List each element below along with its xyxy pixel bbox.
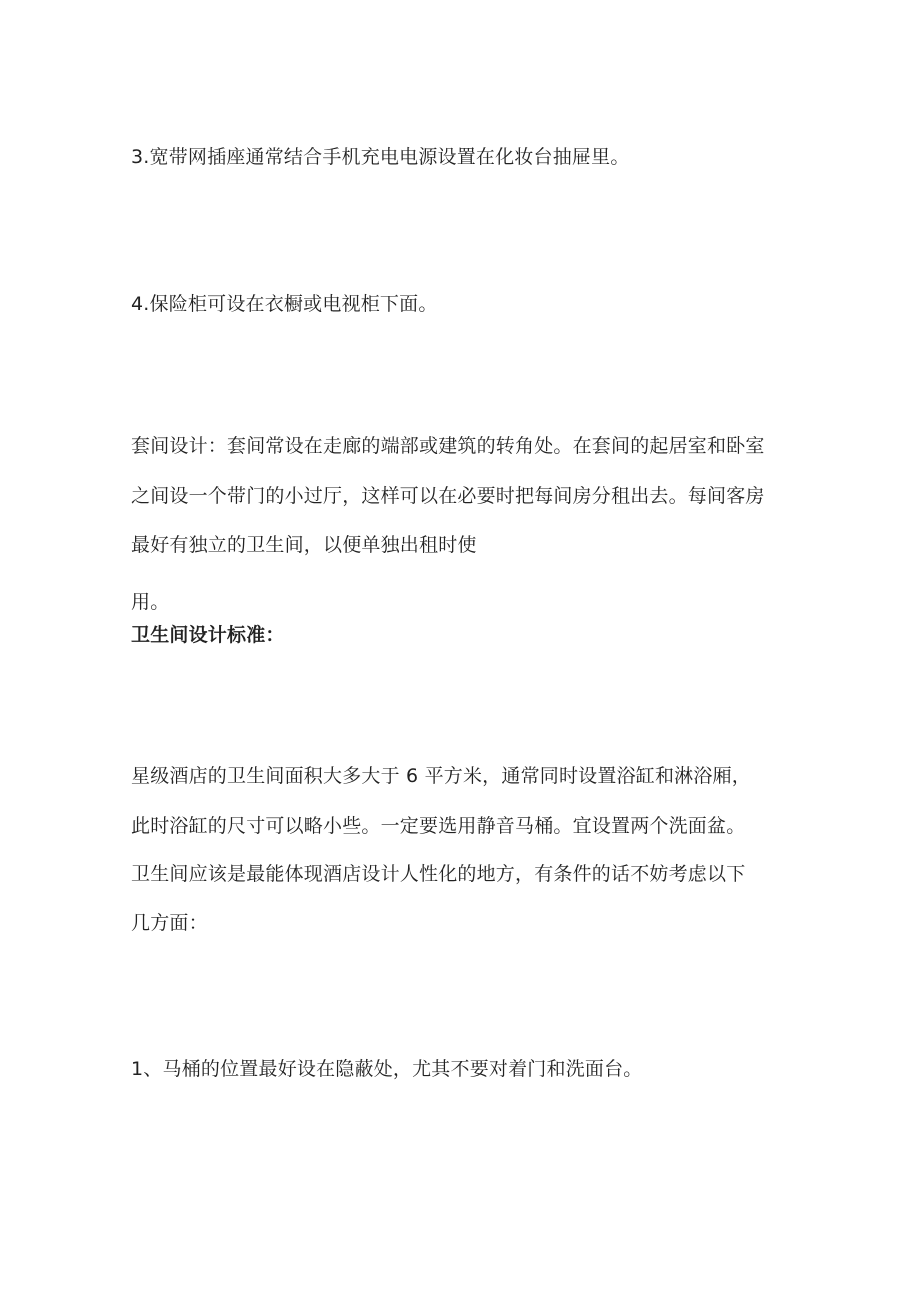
suite-design-line-2: 之间设一个带门的小过厅，这样可以在必要时把每间房分租出去。每间客房 bbox=[131, 485, 765, 507]
bathroom-heading: 卫生间设计标准： bbox=[131, 624, 285, 646]
suite-design-line-3: 最好有独立的卫生间，以便单独出租时使 bbox=[131, 534, 477, 556]
bathroom-paragraph-line-1: 星级酒店的卫生间面积大多大于 6 平方米，通常同时设置浴缸和淋浴厢， bbox=[131, 765, 751, 787]
bathroom-paragraph-line-4: 几方面： bbox=[131, 912, 208, 934]
bathroom-list-item-1: 1、马桶的位置最好设在隐蔽处，尤其不要对着门和洗面台。 bbox=[131, 1058, 643, 1080]
list-item-safe-box: 4.保险柜可设在衣橱或电视柜下面。 bbox=[131, 293, 438, 315]
suite-design-line-4: 用。 bbox=[131, 591, 170, 613]
bathroom-paragraph-line-3: 卫生间应该是最能体现酒店设计人性化的地方，有条件的话不妨考虑以下 bbox=[131, 863, 746, 885]
list-item-broadband-socket: 3.宽带网插座通常结合手机充电电源设置在化妆台抽屉里。 bbox=[131, 146, 630, 168]
bathroom-paragraph-line-2: 此时浴缸的尺寸可以略小些。一定要选用静音马桶。宜设置两个洗面盆。 bbox=[131, 815, 746, 837]
suite-design-line-1: 套间设计：套间常设在走廊的端部或建筑的转角处。在套间的起居室和卧室 bbox=[131, 435, 765, 457]
